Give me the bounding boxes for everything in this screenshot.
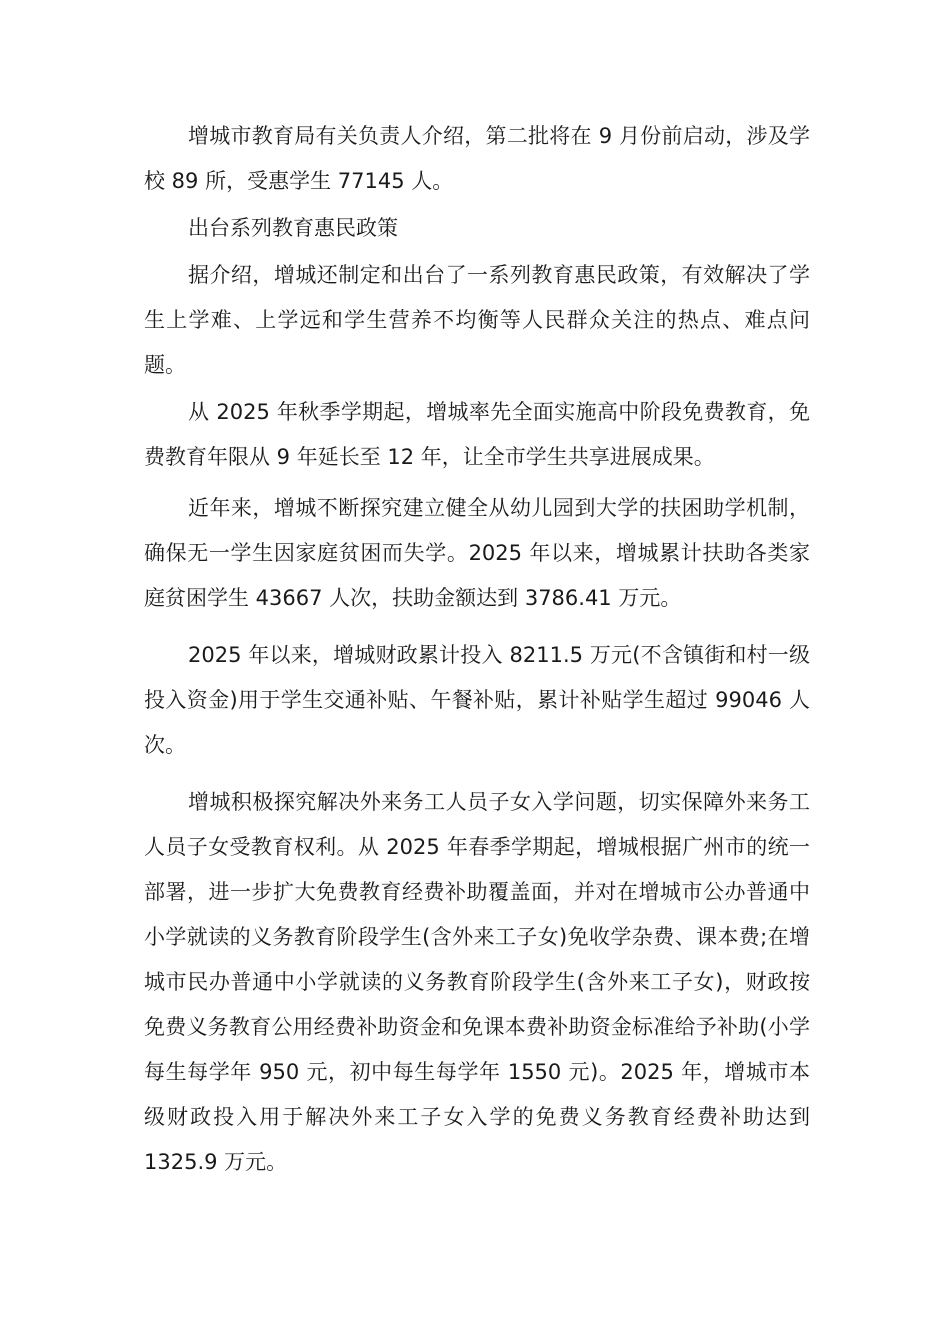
paragraph-poverty-aid: 近年来，增城不断探究建立健全从幼儿园到大学的扶困助学机制，确保无一学生因家庭贫困而失学。2025 年以来，增城累计扶助各类家庭贫困学生 43667 人次，扶助金额达到 3786.41 万元。 (144, 496, 810, 610)
paragraph-policies-intro: 据介绍，增城还制定和出台了一系列教育惠民政策，有效解决了学生上学难、上学远和学生营养不均衡等人民群众关注的热点、难点问题。 (144, 263, 810, 377)
paragraph-second-batch: 增城市教育局有关负责人介绍，第二批将在 9 月份前启动，涉及学校 89 所，受惠学生 77145 人。 (144, 124, 810, 193)
section-heading: 出台系列教育惠民政策 (188, 216, 398, 240)
paragraph-migrant-children: 增城积极探究解决外来务工人员子女入学问题，切实保障外来务工人员子女受教育权利。从 2025 年春季学期起，增城根据广州市的统一部署，进一步扩大免费教育经费补助覆盖面，并对在增城市公办普通中小学就读的义务教育阶段学生(含外来工子女)免收学杂费、课本费;在增城市民办普通中小学就读的义务教育阶段学生(含外来工子女)，财政按免费义务教育公用经费补助资金和免课本费补助资金标准给予补助(小学每生每学年 950 元，初中每生每学年 1550 元)。2025 年，增城市本级财政投入用于解决外来工子女入学的免费义务教育经费补助达到 1325.9 万元。 (144, 790, 810, 1174)
paragraph-free-high-school: 从 2025 年秋季学期起，增城率先全面实施高中阶段免费教育，免费教育年限从 9 年延长至 12 年，让全市学生共享进展成果。 (144, 400, 810, 469)
paragraph-transport-lunch-subsidy: 2025 年以来，增城财政累计投入 8211.5 万元(不含镇街和村一级投入资金)用于学生交通补贴、午餐补贴，累计补贴学生超过 99046 人次。 (144, 643, 810, 757)
